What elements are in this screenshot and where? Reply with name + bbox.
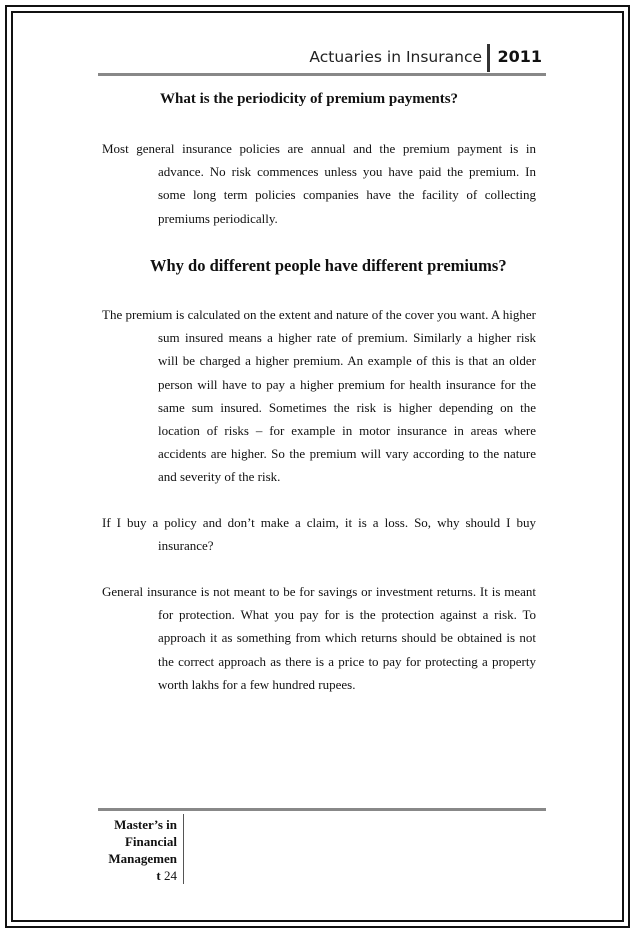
footer-box — [98, 814, 184, 884]
paragraph-protection — [102, 580, 536, 696]
paragraph-claim-question — [102, 511, 536, 557]
footer-label — [108, 816, 177, 884]
page-number: 24 — [164, 868, 177, 883]
paragraph-text: The premium is calculated on the extent and nature of the cover you want. A higher sum insured means a higher rate of premium. Similarly a higher risk will be charged a higher premium. An example of this is that an older person will have to pay a higher premium for health insurance for the same sum insured. Sometimes the risk is higher depending on the location of risks – for example in motor insurance in areas where accidents are higher. So the premium will vary according to the nature and severity of the risk. — [102, 307, 536, 485]
footer-label-text: Master’s in Financial Managemen t — [108, 817, 177, 883]
paragraph-periodicity — [102, 137, 536, 230]
header-year: 2011 — [497, 47, 542, 66]
paragraph-text: General insurance is not meant to be for savings or investment returns. It is meant for protection. What you pay for is the protection against a risk. To approach it as something from which returns should be obtained is not the correct approach as there is a price to pay for protecting a property worth lakhs for a few hundred rupees. — [102, 584, 536, 692]
header-separator — [487, 44, 490, 72]
header-rule — [98, 73, 546, 76]
footer-rule — [98, 808, 546, 811]
paragraph-text: Most general insurance policies are annual and the premium payment is in advance. No risk commences unless you have paid the premium. In some long term policies companies have the facility of collecting premiums periodically. — [102, 141, 536, 226]
paragraph-text: If I buy a policy and don’t make a claim, it is a loss. So, why should I buy insurance? — [102, 515, 536, 554]
page-header — [98, 42, 546, 78]
paragraph-premium-calculation — [102, 303, 536, 489]
section-heading-different-premiums: Why do different people have different premiums? — [150, 256, 507, 275]
header-title: Actuaries in Insurance — [309, 48, 482, 66]
section-heading-periodicity: What is the periodicity of premium payments? — [160, 91, 459, 107]
